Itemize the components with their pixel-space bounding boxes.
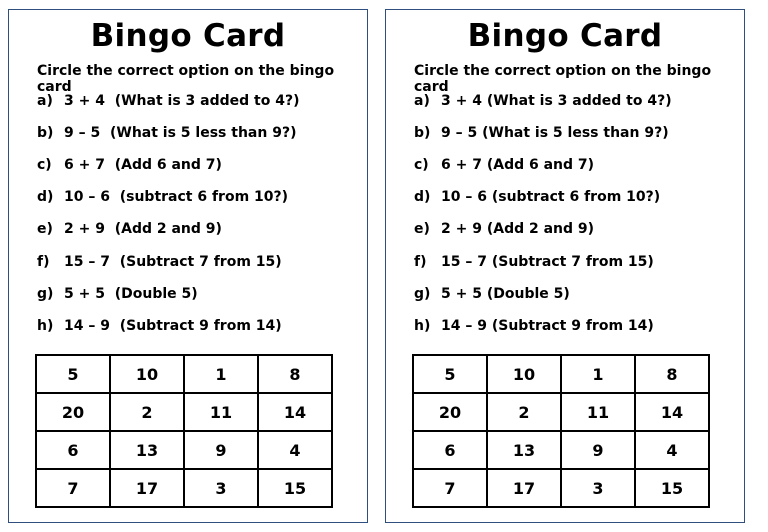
bingo-cell[interactable]: 6 [413, 431, 487, 469]
question-item [414, 221, 594, 237]
bingo-cell[interactable]: 10 [487, 355, 561, 393]
bingo-cell[interactable]: 14 [635, 393, 709, 431]
question-text: 5 + 5 (Double 5) [441, 286, 570, 302]
question-letter: b) [37, 125, 54, 141]
question-letter: d) [37, 189, 54, 205]
question-text: 14 – 9 (Subtract 9 from 14) [64, 318, 282, 334]
question-text: 6 + 7 (Add 6 and 7) [441, 157, 595, 173]
bingo-row [413, 355, 709, 393]
question-letter: b) [414, 125, 431, 141]
bingo-row [413, 469, 709, 507]
bingo-cell[interactable]: 2 [110, 393, 184, 431]
question-text: 14 – 9 (Subtract 9 from 14) [441, 318, 654, 334]
bingo-grid [35, 354, 333, 508]
bingo-cell[interactable]: 13 [487, 431, 561, 469]
question-item [414, 157, 594, 173]
question-letter: g) [37, 286, 54, 302]
bingo-row [413, 431, 709, 469]
bingo-cell[interactable]: 15 [635, 469, 709, 507]
bingo-row [36, 469, 332, 507]
bingo-cell[interactable]: 4 [258, 431, 332, 469]
question-letter: h) [414, 318, 431, 334]
question-letter: h) [37, 318, 54, 334]
bingo-cell[interactable]: 20 [36, 393, 110, 431]
question-text: 2 + 9 (Add 2 and 9) [64, 221, 222, 237]
question-item [414, 286, 570, 302]
question-text: 9 – 5 (What is 5 less than 9?) [441, 125, 669, 141]
bingo-row [413, 393, 709, 431]
question-text: 3 + 4 (What is 3 added to 4?) [441, 93, 672, 109]
question-letter: c) [37, 157, 52, 173]
question-text: 2 + 9 (Add 2 and 9) [441, 221, 595, 237]
bingo-cell[interactable]: 20 [413, 393, 487, 431]
bingo-cell[interactable]: 14 [258, 393, 332, 431]
question-letter: e) [414, 221, 430, 237]
question-text: 10 – 6 (subtract 6 from 10?) [441, 189, 661, 205]
bingo-cell[interactable]: 13 [110, 431, 184, 469]
question-letter: e) [37, 221, 53, 237]
question-item [37, 189, 288, 205]
question-letter: c) [414, 157, 429, 173]
question-item [414, 254, 654, 270]
bingo-cell[interactable]: 8 [635, 355, 709, 393]
bingo-cell[interactable]: 9 [184, 431, 258, 469]
bingo-cell[interactable]: 1 [561, 355, 635, 393]
bingo-cell[interactable]: 2 [487, 393, 561, 431]
bingo-cell[interactable]: 7 [413, 469, 487, 507]
bingo-cell[interactable]: 5 [36, 355, 110, 393]
question-letter: a) [414, 93, 430, 109]
question-item [414, 125, 669, 141]
question-item [37, 93, 299, 109]
question-item [414, 93, 672, 109]
question-letter: d) [414, 189, 431, 205]
question-item [37, 221, 222, 237]
question-text: 9 – 5 (What is 5 less than 9?) [64, 125, 297, 141]
question-item [37, 318, 282, 334]
instruction-text: Circle the correct option on the bingo card [414, 63, 712, 95]
bingo-cell[interactable]: 7 [36, 469, 110, 507]
bingo-row [36, 431, 332, 469]
question-text: 15 – 7 (Subtract 7 from 15) [441, 254, 654, 270]
bingo-cell[interactable]: 1 [184, 355, 258, 393]
bingo-row [36, 393, 332, 431]
bingo-cell[interactable]: 3 [561, 469, 635, 507]
bingo-cell[interactable]: 11 [561, 393, 635, 431]
bingo-cell[interactable]: 6 [36, 431, 110, 469]
question-item [37, 254, 282, 270]
bingo-cell[interactable]: 9 [561, 431, 635, 469]
question-item [37, 125, 296, 141]
bingo-cell[interactable]: 17 [487, 469, 561, 507]
instruction-text: Circle the correct option on the bingo card [37, 63, 335, 95]
question-item [37, 286, 198, 302]
bingo-cell[interactable]: 3 [184, 469, 258, 507]
bingo-grid [412, 354, 710, 508]
question-text: 15 – 7 (Subtract 7 from 15) [64, 254, 282, 270]
bingo-row [36, 355, 332, 393]
bingo-cell[interactable]: 17 [110, 469, 184, 507]
bingo-cell[interactable]: 5 [413, 355, 487, 393]
question-letter: a) [37, 93, 53, 109]
question-item [414, 318, 654, 334]
question-text: 5 + 5 (Double 5) [64, 286, 198, 302]
question-text: 6 + 7 (Add 6 and 7) [64, 157, 222, 173]
bingo-cell[interactable]: 8 [258, 355, 332, 393]
card-title: Bingo Card [90, 18, 286, 54]
question-letter: g) [414, 286, 431, 302]
bingo-card-right [385, 9, 745, 523]
card-title: Bingo Card [467, 18, 663, 54]
bingo-cell[interactable]: 10 [110, 355, 184, 393]
question-text: 10 – 6 (subtract 6 from 10?) [64, 189, 289, 205]
question-letter: f) [414, 254, 427, 270]
question-text: 3 + 4 (What is 3 added to 4?) [64, 93, 300, 109]
question-item [37, 157, 222, 173]
bingo-cell[interactable]: 11 [184, 393, 258, 431]
bingo-cell[interactable]: 4 [635, 431, 709, 469]
bingo-cell[interactable]: 15 [258, 469, 332, 507]
question-letter: f) [37, 254, 50, 270]
bingo-card-left [8, 9, 368, 523]
question-item [414, 189, 660, 205]
